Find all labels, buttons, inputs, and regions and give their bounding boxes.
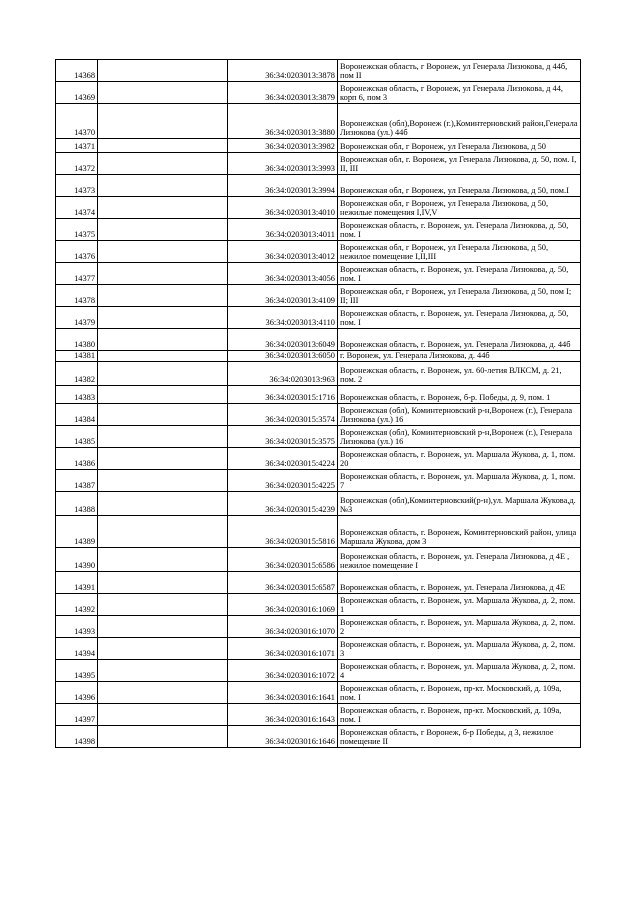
empty-cell (98, 285, 228, 307)
empty-cell (98, 241, 228, 263)
table-row (56, 638, 581, 660)
row-number: 14372 (56, 153, 98, 175)
row-number: 14377 (56, 263, 98, 285)
table-row (56, 104, 581, 139)
cadastral-number: 36:34:0203016:1070 (228, 616, 338, 638)
empty-cell (98, 516, 228, 548)
address: Воронежская область, г. Воронеж, ул. Маршала Жукова, д. 1, пом. 7 (338, 470, 581, 492)
address: Воронежская область, г. Воронеж, ул. Генерала Лизюкова, д 4Е (338, 572, 581, 594)
address: Воронежская область, г. Воронеж, ул. Генерала Лизюкова, д. 50, пом. I (338, 307, 581, 329)
cadastral-number: 36:34:0203016:1643 (228, 704, 338, 726)
empty-cell (98, 404, 228, 426)
table-row (56, 548, 581, 572)
address: Воронежская (обл),Воронеж (г.),Коминтерновский район,Генерала Лизюкова (ул.) 44б (338, 104, 581, 139)
cadastral-number: 36:34:0203015:3574 (228, 404, 338, 426)
table-row (56, 241, 581, 263)
registry-table (55, 59, 581, 748)
cadastral-number: 36:34:0203013:4110 (228, 307, 338, 329)
table-row (56, 448, 581, 470)
table-row (56, 285, 581, 307)
row-number: 14369 (56, 82, 98, 104)
cadastral-number: 36:34:0203013:4109 (228, 285, 338, 307)
cadastral-number: 36:34:0203015:6587 (228, 572, 338, 594)
cadastral-number: 36:34:0203015:4239 (228, 492, 338, 516)
cadastral-number: 36:34:0203013:3982 (228, 139, 338, 153)
empty-cell (98, 492, 228, 516)
cadastral-number: 36:34:0203016:1071 (228, 638, 338, 660)
empty-cell (98, 660, 228, 682)
row-number: 14385 (56, 426, 98, 448)
cadastral-number: 36:34:0203016:1646 (228, 726, 338, 748)
address: Воронежская область, г. Воронеж, ул. Маршала Жукова, д. 2, пом. 4 (338, 660, 581, 682)
cadastral-number: 36:34:0203013:3880 (228, 104, 338, 139)
empty-cell (98, 572, 228, 594)
address: Воронежская область, г. Воронеж, ул. Маршала Жукова, д. 2, пом. 2 (338, 616, 581, 638)
address: Воронежская область, г. Воронеж, ул. Маршала Жукова, д. 2, пом. 1 (338, 594, 581, 616)
row-number: 14383 (56, 386, 98, 404)
empty-cell (98, 153, 228, 175)
row-number: 14389 (56, 516, 98, 548)
address: Воронежская область, г Воронеж, ул Генерала Лизюкова, д 44, корп 6, пом 3 (338, 82, 581, 104)
table-row (56, 329, 581, 351)
address: Воронежская область, г. Воронеж, ул. Маршала Жукова, д. 2, пом. 3 (338, 638, 581, 660)
row-number: 14378 (56, 285, 98, 307)
row-number: 14368 (56, 60, 98, 82)
address: Воронежская область, г. Воронеж, ул. 60-летия ВЛКСМ, д. 21, пом. 2 (338, 362, 581, 386)
row-number: 14384 (56, 404, 98, 426)
registry-table-body (56, 60, 581, 748)
empty-cell (98, 82, 228, 104)
row-number: 14398 (56, 726, 98, 748)
empty-cell (98, 470, 228, 492)
table-row (56, 153, 581, 175)
table-row (56, 616, 581, 638)
cadastral-number: 36:34:0203013:4012 (228, 241, 338, 263)
cadastral-number: 36:34:0203013:4011 (228, 219, 338, 241)
cadastral-number: 36:34:0203013:6050 (228, 351, 338, 362)
table-row (56, 426, 581, 448)
table-row (56, 516, 581, 548)
empty-cell (98, 426, 228, 448)
address: Воронежская обл, г Воронеж, ул Генерала Лизюкова, д 50 (338, 139, 581, 153)
table-row (56, 139, 581, 153)
row-number: 14395 (56, 660, 98, 682)
cadastral-number: 36:34:0203015:3575 (228, 426, 338, 448)
row-number: 14387 (56, 470, 98, 492)
table-row (56, 572, 581, 594)
empty-cell (98, 682, 228, 704)
table-row (56, 263, 581, 285)
row-number: 14390 (56, 548, 98, 572)
table-row (56, 594, 581, 616)
cadastral-number: 36:34:0203016:1069 (228, 594, 338, 616)
cadastral-number: 36:34:0203013:3878 (228, 60, 338, 82)
cadastral-number: 36:34:0203013:963 (228, 362, 338, 386)
empty-cell (98, 616, 228, 638)
table-row (56, 404, 581, 426)
table-row (56, 219, 581, 241)
address: Воронежская область, г. Воронеж, ул. Генерала Лизюкова, д. 50, пом. I (338, 219, 581, 241)
row-number: 14396 (56, 682, 98, 704)
row-number: 14370 (56, 104, 98, 139)
address: Воронежская обл, г Воронеж, ул Генерала Лизюкова, д 50, пом I; II; III (338, 285, 581, 307)
empty-cell (98, 60, 228, 82)
cadastral-number: 36:34:0203016:1641 (228, 682, 338, 704)
empty-cell (98, 362, 228, 386)
table-row (56, 307, 581, 329)
empty-cell (98, 307, 228, 329)
cadastral-number: 36:34:0203015:5816 (228, 516, 338, 548)
empty-cell (98, 638, 228, 660)
table-row (56, 704, 581, 726)
address: Воронежская обл, г Воронеж, ул Генерала Лизюкова, д 50, пом.I (338, 175, 581, 197)
empty-cell (98, 219, 228, 241)
row-number: 14388 (56, 492, 98, 516)
address: Воронежская (обл), Коминтерновский р-н,Воронеж (г.), Генерала Лизюкова (ул.) 16 (338, 426, 581, 448)
cadastral-number: 36:34:0203015:4224 (228, 448, 338, 470)
address: Воронежская область, г. Воронеж, ул. Генерала Лизюкова, д 4Е , нежилое помещение I (338, 548, 581, 572)
empty-cell (98, 726, 228, 748)
row-number: 14373 (56, 175, 98, 197)
address: Воронежская область, г Воронеж, б-р Победы, д 3, нежилое помещение II (338, 726, 581, 748)
cadastral-number: 36:34:0203013:6049 (228, 329, 338, 351)
empty-cell (98, 386, 228, 404)
row-number: 14371 (56, 139, 98, 153)
table-row (56, 386, 581, 404)
table-row (56, 351, 581, 362)
address: Воронежская область, г. Воронеж, ул. Генерала Лизюкова, д. 50, пом. I (338, 263, 581, 285)
row-number: 14376 (56, 241, 98, 263)
empty-cell (98, 548, 228, 572)
row-number: 14393 (56, 616, 98, 638)
empty-cell (98, 197, 228, 219)
table-row (56, 660, 581, 682)
empty-cell (98, 594, 228, 616)
row-number: 14391 (56, 572, 98, 594)
cadastral-number: 36:34:0203013:3993 (228, 153, 338, 175)
address: Воронежская обл, г. Воронеж, ул Генерала Лизюкова, д. 50, пом. I, II, III (338, 153, 581, 175)
address: Воронежская область, г. Воронеж, пр-кт. Московский, д. 109а, пом. I (338, 704, 581, 726)
address: Воронежская область, г Воронеж, ул Генерала Лизюкова, д 44б, пом II (338, 60, 581, 82)
empty-cell (98, 139, 228, 153)
address: Воронежская область, г. Воронеж, Коминтерновский район, улица Маршала Жукова, дом 3 (338, 516, 581, 548)
empty-cell (98, 448, 228, 470)
row-number: 14392 (56, 594, 98, 616)
table-row (56, 60, 581, 82)
table-row (56, 492, 581, 516)
row-number: 14394 (56, 638, 98, 660)
empty-cell (98, 351, 228, 362)
row-number: 14379 (56, 307, 98, 329)
cadastral-number: 36:34:0203015:4225 (228, 470, 338, 492)
address: Воронежская область, г. Воронеж, ул. Маршала Жукова, д. 1, пом. 20 (338, 448, 581, 470)
table-row (56, 470, 581, 492)
empty-cell (98, 263, 228, 285)
row-number: 14375 (56, 219, 98, 241)
cadastral-number: 36:34:0203015:6586 (228, 548, 338, 572)
table-row (56, 682, 581, 704)
address: Воронежская область, г. Воронеж, ул. Генерала Лизюкова, д. 44б (338, 329, 581, 351)
address: Воронежская обл, г Воронеж, ул Генерала Лизюкова, д 50, нежилое помещение I,II,III (338, 241, 581, 263)
empty-cell (98, 329, 228, 351)
row-number: 14381 (56, 351, 98, 362)
address: Воронежская обл, г Воронеж, ул Генерала Лизюкова, д 50, нежилые помещения I,IV,V (338, 197, 581, 219)
address: г. Воронеж, ул. Генерала Лизюкова, д. 44б (338, 351, 581, 362)
table-row (56, 82, 581, 104)
row-number: 14374 (56, 197, 98, 219)
empty-cell (98, 104, 228, 139)
cadastral-number: 36:34:0203013:4010 (228, 197, 338, 219)
table-row (56, 175, 581, 197)
row-number: 14382 (56, 362, 98, 386)
address: Воронежская область, г. Воронеж, пр-кт. Московский, д. 109а, пом. I (338, 682, 581, 704)
empty-cell (98, 704, 228, 726)
cadastral-number: 36:34:0203013:4056 (228, 263, 338, 285)
cadastral-number: 36:34:0203016:1072 (228, 660, 338, 682)
table-row (56, 726, 581, 748)
row-number: 14380 (56, 329, 98, 351)
address: Воронежская (обл), Коминтерновский р-н,Воронеж (г.), Генерала Лизюкова (ул.) 16 (338, 404, 581, 426)
cadastral-number: 36:34:0203015:1716 (228, 386, 338, 404)
table-row (56, 362, 581, 386)
cadastral-number: 36:34:0203013:3879 (228, 82, 338, 104)
address: Воронежская область, г. Воронеж, б-р. Победы, д. 9, пом. 1 (338, 386, 581, 404)
row-number: 14397 (56, 704, 98, 726)
empty-cell (98, 175, 228, 197)
row-number: 14386 (56, 448, 98, 470)
cadastral-number: 36:34:0203013:3994 (228, 175, 338, 197)
table-row (56, 197, 581, 219)
address: Воронежская (обл),Коминтерновский(р-н),ул. Маршала Жукова,д.№3 (338, 492, 581, 516)
